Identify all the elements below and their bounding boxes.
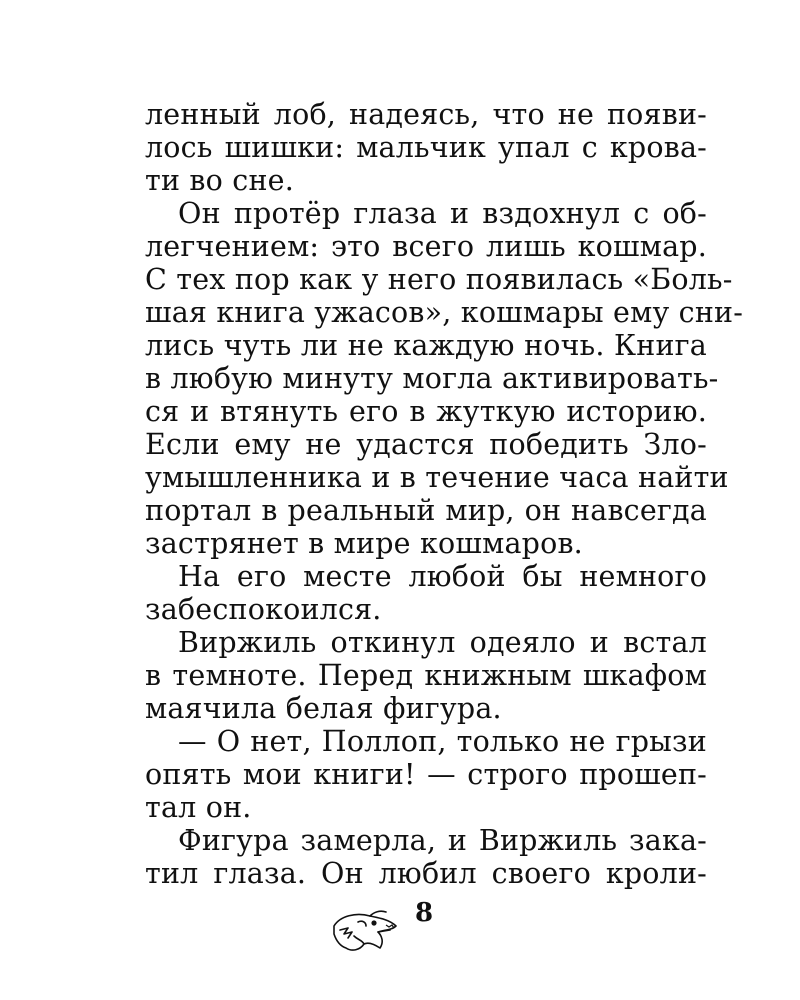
text-line: забеспокоился. bbox=[145, 593, 382, 626]
text-line: маячила белая фигура. bbox=[145, 692, 502, 725]
text-line: На его месте любой бы немного bbox=[178, 560, 707, 593]
text-line: умышленника и в течение часа найти bbox=[145, 461, 729, 494]
text-line: в любую минуту могла активировать- bbox=[145, 362, 719, 395]
text-line: шая книга ужасов», кошмары ему сни- bbox=[145, 296, 744, 329]
page-number: 8 bbox=[415, 898, 434, 928]
text-line: ся и втянуть его в жуткую историю. bbox=[145, 395, 707, 428]
text-line: Если ему не удастся победить Зло- bbox=[145, 428, 707, 461]
text-line: лось шишки: мальчик упал с крова- bbox=[145, 131, 707, 164]
text-line: в темноте. Перед книжным шкафом bbox=[145, 659, 707, 692]
text-line: С тех пор как у него появилась «Боль- bbox=[145, 263, 733, 296]
text-line: ти во сне. bbox=[145, 164, 294, 197]
text-line: тал он. bbox=[145, 791, 252, 824]
text-line: опять мои книги! — строго прошеп- bbox=[145, 758, 707, 791]
text-line: легчением: это всего лишь кошмар. bbox=[145, 230, 707, 263]
text-line: портал в реальный мир, он навсегда bbox=[145, 494, 707, 527]
text-line: Фигура замерла, и Виржиль зака- bbox=[178, 824, 707, 857]
text-line: застрянет в мире кошмаров. bbox=[145, 527, 583, 560]
dragon-head-icon bbox=[330, 906, 400, 954]
text-line: тил глаза. Он любил своего кроли- bbox=[145, 857, 707, 890]
text-line: ленный лоб, надеясь, что не появи- bbox=[145, 98, 707, 131]
text-line: Виржиль откинул одеяло и встал bbox=[178, 626, 707, 659]
text-line: — О нет, Поллоп, только не грызи bbox=[178, 725, 707, 758]
text-line: Он протёр глаза и вздохнул с об- bbox=[178, 197, 707, 230]
text-line: лись чуть ли не каждую ночь. Книга bbox=[145, 329, 707, 362]
